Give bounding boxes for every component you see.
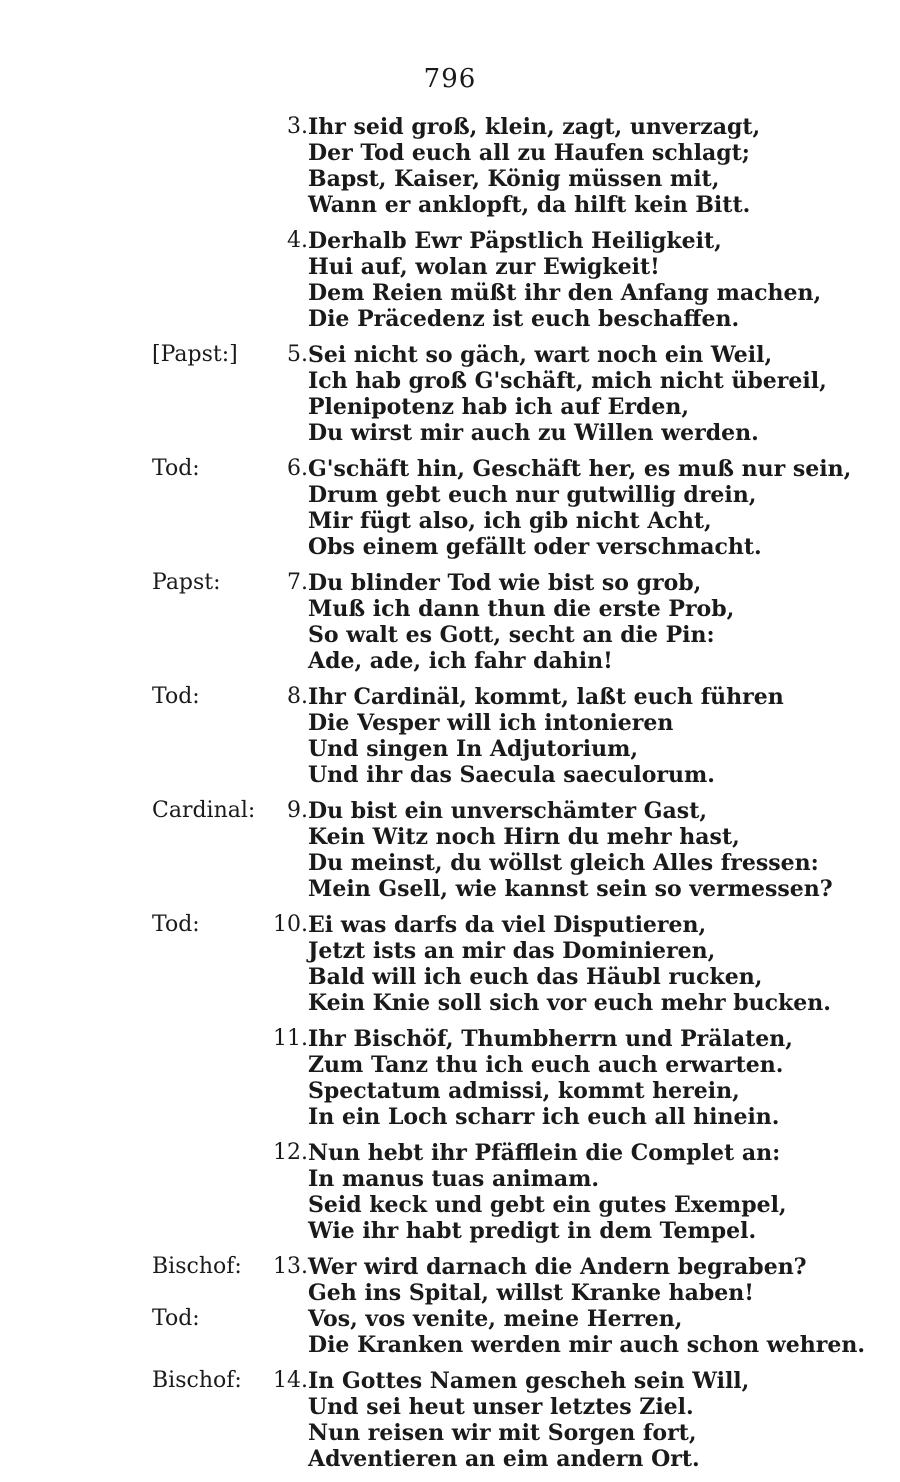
- stanza: [0, 114, 900, 218]
- stanza: [0, 342, 900, 446]
- speaker-label: Tod:: [152, 456, 200, 481]
- stanza-lines: [308, 228, 900, 332]
- stanza-lines: [308, 1306, 900, 1358]
- stanza-lines: [308, 1140, 900, 1244]
- stanza: [0, 684, 900, 788]
- stanza: [0, 1140, 900, 1244]
- verse-line: Hui auf, wolan zur Ewigkeit!: [308, 254, 660, 280]
- verse-line: Adventieren an eim andern Ort.: [308, 1446, 700, 1472]
- verse-line: In ein Loch scharr ich euch all hinein.: [308, 1104, 780, 1130]
- verse-line: Die Präcedenz ist euch beschaffen.: [308, 306, 740, 332]
- stanza: [0, 798, 900, 902]
- verse-line: Spectatum admissi, kommt herein,: [308, 1078, 740, 1104]
- verse-line: Nun hebt ihr Pfäfflein die Complet an:: [308, 1140, 781, 1166]
- stanza-lines: [308, 912, 900, 1016]
- stanza-number: 3.: [287, 114, 308, 139]
- speaker-label: Tod:: [152, 1306, 200, 1331]
- stanza: [0, 912, 900, 1016]
- stanza-continuation: [0, 1306, 900, 1358]
- verse-list: [0, 114, 900, 1482]
- verse-line: Wer wird darnach die Andern begraben?: [308, 1254, 807, 1280]
- stanza-lines: [308, 114, 900, 218]
- stanza-number: 12.: [273, 1140, 308, 1165]
- verse-line: Mein Gsell, wie kannst sein so vermessen?: [308, 876, 833, 902]
- stanza-lines: [308, 570, 900, 674]
- stanza-number: 5.: [287, 342, 308, 367]
- verse-line: Sei nicht so gäch, wart noch ein Weil,: [308, 342, 773, 368]
- speaker-label: [Papst:]: [152, 342, 238, 367]
- speaker-label: Bischof:: [152, 1254, 242, 1279]
- stanza-lines: [308, 456, 900, 560]
- speaker-label: Bischof:: [152, 1368, 242, 1393]
- verse-line: Vos, vos venite, meine Herren,: [308, 1306, 683, 1332]
- stanza-lines: [308, 342, 900, 446]
- speaker-label: Tod:: [152, 684, 200, 709]
- verse-line: In Gottes Namen gescheh sein Will,: [308, 1368, 750, 1394]
- speaker-label: Tod:: [152, 912, 200, 937]
- verse-line: Die Vesper will ich intonieren: [308, 710, 674, 736]
- verse-line: Die Kranken werden mir auch schon wehren.: [308, 1332, 865, 1358]
- verse-line: Ihr seid groß, klein, zagt, unverzagt,: [308, 114, 761, 140]
- verse-line: Mir fügt also, ich gib nicht Acht,: [308, 508, 712, 534]
- stanza: [0, 1026, 900, 1130]
- verse-line: G'schäft hin, Geschäft her, es muß nur sein,: [308, 456, 852, 482]
- page-number: 796: [423, 64, 477, 94]
- verse-line: Nun reisen wir mit Sorgen fort,: [308, 1420, 697, 1446]
- verse-line: Bapst, Kaiser, König müssen mit,: [308, 166, 720, 192]
- verse-line: Bald will ich euch das Häubl rucken,: [308, 964, 763, 990]
- verse-line: Kein Knie soll sich vor euch mehr bucken.: [308, 990, 831, 1016]
- stanza-number: 10.: [273, 912, 308, 937]
- verse-line: Ade, ade, ich fahr dahin!: [308, 648, 613, 674]
- stanza-lines: [308, 1368, 900, 1472]
- verse-line: Ei was darfs da viel Disputieren,: [308, 912, 707, 938]
- verse-line: Du meinst, du wöllst gleich Alles fressen:: [308, 850, 819, 876]
- verse-line: Geh ins Spital, willst Kranke haben!: [308, 1280, 754, 1306]
- stanza-number: 11.: [273, 1026, 308, 1051]
- stanza-number: 4.: [287, 228, 308, 253]
- verse-line: Ich hab groß G'schäft, mich nicht übereil,: [308, 368, 827, 394]
- verse-line: Plenipotenz hab ich auf Erden,: [308, 394, 690, 420]
- verse-line: Du blinder Tod wie bist so grob,: [308, 570, 702, 596]
- stanza-number: 7.: [287, 570, 308, 595]
- stanza-number: 8.: [287, 684, 308, 709]
- stanza-lines: [308, 684, 900, 788]
- verse-line: Jetzt ists an mir das Dominieren,: [308, 938, 716, 964]
- verse-line: Du bist ein unverschämter Gast,: [308, 798, 708, 824]
- verse-line: Der Tod euch all zu Haufen schlagt;: [308, 140, 750, 166]
- stanza-lines: [308, 1026, 900, 1130]
- verse-line: Und ihr das Saecula saeculorum.: [308, 762, 715, 788]
- verse-line: Ihr Bischöf, Thumbherrn und Prälaten,: [308, 1026, 793, 1052]
- verse-line: In manus tuas animam.: [308, 1166, 600, 1192]
- verse-line: Muß ich dann thun die erste Prob,: [308, 596, 735, 622]
- stanza: [0, 456, 900, 560]
- verse-line: Zum Tanz thu ich euch auch erwarten.: [308, 1052, 784, 1078]
- stanza: [0, 228, 900, 332]
- verse-line: Obs einem gefällt oder verschmacht.: [308, 534, 762, 560]
- verse-line: Seid keck und gebt ein gutes Exempel,: [308, 1192, 787, 1218]
- verse-line: Wann er anklopft, da hilft kein Bitt.: [308, 192, 751, 218]
- stanza-number: 9.: [287, 798, 308, 823]
- verse-line: Drum gebt euch nur gutwillig drein,: [308, 482, 757, 508]
- verse-line: Derhalb Ewr Päpstlich Heiligkeit,: [308, 228, 722, 254]
- stanza: [0, 570, 900, 674]
- verse-line: Wie ihr habt predigt in dem Tempel.: [308, 1218, 757, 1244]
- verse-line: So walt es Gott, secht an die Pin:: [308, 622, 715, 648]
- speaker-label: Cardinal:: [152, 798, 256, 823]
- stanza-number: 13.: [273, 1254, 308, 1279]
- stanza: [0, 1368, 900, 1472]
- verse-line: Dem Reien müßt ihr den Anfang machen,: [308, 280, 822, 306]
- verse-line: Kein Witz noch Hirn du mehr hast,: [308, 824, 740, 850]
- stanza: [0, 1254, 900, 1306]
- stanza-number: 14.: [273, 1368, 308, 1393]
- verse-line: Und sei heut unser letztes Ziel.: [308, 1394, 694, 1420]
- verse-line: Ihr Cardinäl, kommt, laßt euch führen: [308, 684, 784, 710]
- verse-line: Du wirst mir auch zu Willen werden.: [308, 420, 759, 446]
- verse-line: Und singen In Adjutorium,: [308, 736, 639, 762]
- stanza-lines: [308, 798, 900, 902]
- speaker-label: Papst:: [152, 570, 221, 595]
- stanza-number: 6.: [287, 456, 308, 481]
- stanza-lines: [308, 1254, 900, 1306]
